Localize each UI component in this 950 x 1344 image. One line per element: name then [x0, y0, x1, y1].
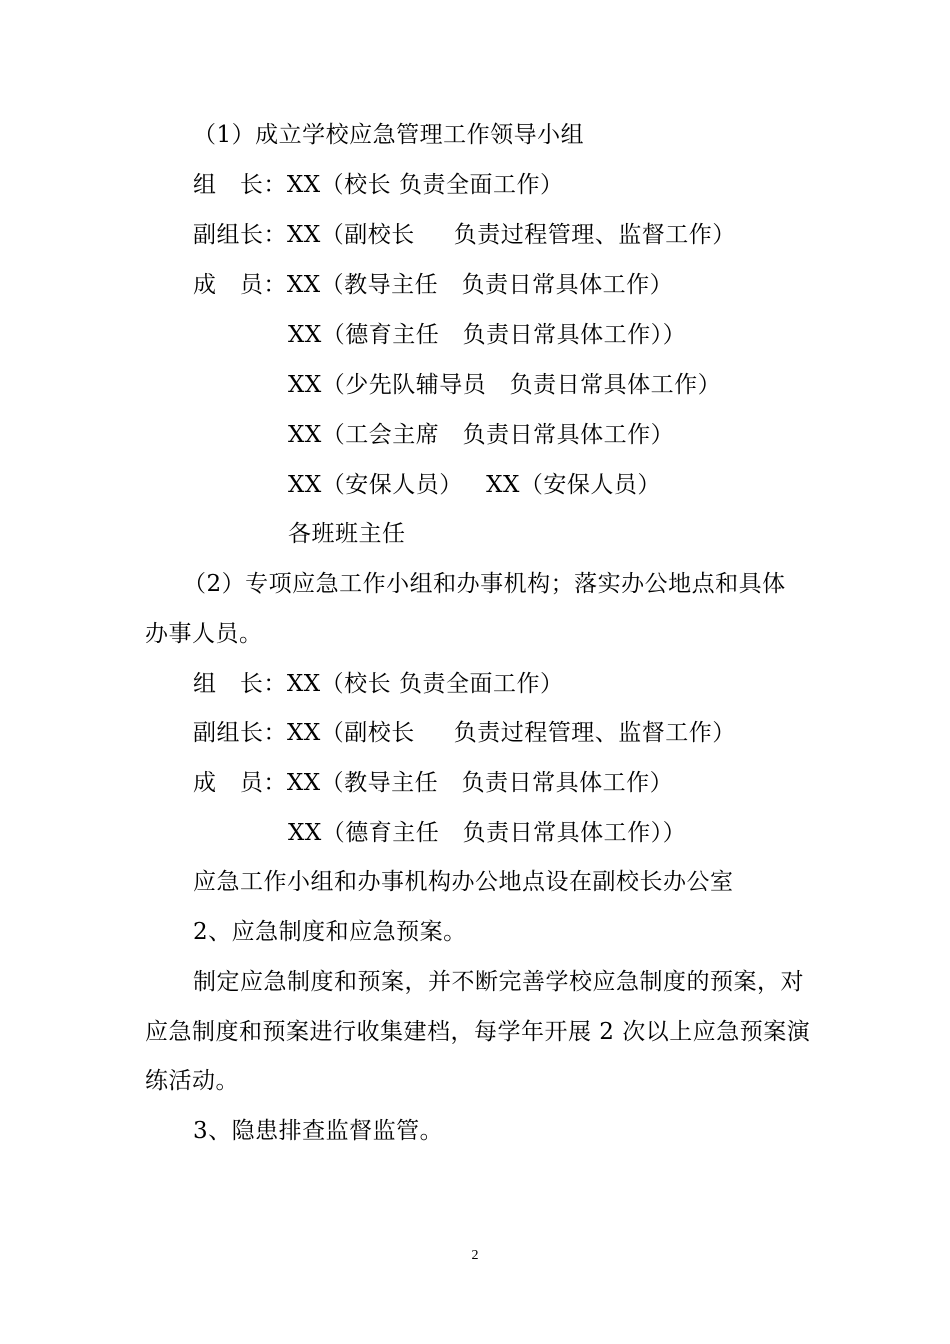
text-line-heading-3: 3、隐患排查监督监管。: [193, 1118, 444, 1144]
text-line-members-2: 成 员：XX（教导主任 负责日常具体工作）: [193, 770, 674, 796]
text-line-office-location: 应急工作小组和办事机构办公地点设在副校长办公室: [193, 869, 734, 895]
text-line-section-2-continued: 办事人员。: [145, 621, 263, 647]
text-line-section-1-heading: （1）成立学校应急管理工作领导小组: [193, 122, 585, 148]
text-line-section-2-heading: （2）专项应急工作小组和办事机构；落实办公地点和具体: [183, 571, 786, 597]
text-line-leader-2: 组 长：XX（校长 负责全面工作）: [193, 671, 564, 697]
text-line-heading-2: 2、应急制度和应急预案。: [193, 919, 467, 945]
text-line-deputy-leader: 副组长：XX（副校长 负责过程管理、监督工作）: [193, 222, 736, 248]
text-line-deputy-leader-2: 副组长：XX（副校长 负责过程管理、监督工作）: [193, 720, 736, 746]
text-line-paragraph-3: 练活动。: [145, 1068, 239, 1094]
text-line-class-teachers: 各班班主任: [288, 521, 406, 547]
text-line-members: 成 员：XX（教导主任 负责日常具体工作）: [193, 272, 674, 298]
text-line-member-union: XX（工会主席 负责日常具体工作）: [288, 422, 675, 448]
text-line-member-pioneer: XX（少先队辅导员 负责日常具体工作）: [288, 372, 722, 398]
text-line-paragraph-2: 应急制度和预案进行收集建档，每学年开展 2 次以上应急预案演: [145, 1019, 811, 1045]
text-line-member-moral-2: XX（德育主任 负责日常具体工作））: [288, 820, 687, 846]
text-line-paragraph-1: 制定应急制度和预案，并不断完善学校应急制度的预案，对: [193, 969, 804, 995]
text-line-leader: 组 长：XX（校长 负责全面工作）: [193, 172, 564, 198]
text-line-member-security: XX（安保人员） XX（安保人员）: [288, 472, 661, 498]
page-number: 2: [471, 1248, 479, 1263]
text-line-member-moral: XX（德育主任 负责日常具体工作））: [288, 322, 687, 348]
